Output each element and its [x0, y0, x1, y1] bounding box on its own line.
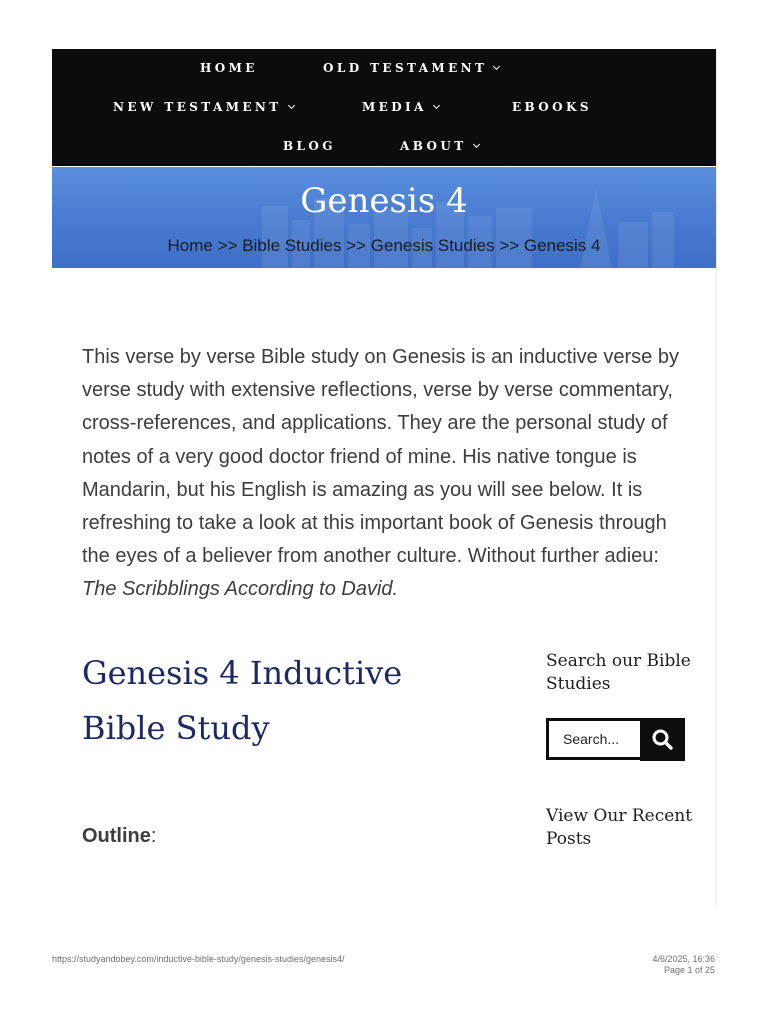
intro-paragraph — [82, 341, 682, 607]
footer-url: https://studyandobey.com/inductive-bible-study/genesis-studies/genesis4/ — [52, 954, 345, 964]
nav-media[interactable] — [362, 100, 439, 114]
chevron-down-icon — [288, 102, 295, 109]
breadcrumb-genesis-studies[interactable]: Genesis Studies — [370, 236, 495, 255]
search-button[interactable] — [640, 718, 685, 761]
nav-ebooks[interactable] — [512, 100, 592, 114]
search-field-wrapper — [546, 718, 641, 760]
breadcrumb-separator: >> — [346, 236, 367, 255]
search-input[interactable] — [563, 731, 643, 747]
outline-colon: : — [150, 825, 157, 847]
breadcrumb-separator: >> — [217, 236, 238, 255]
breadcrumb — [52, 236, 716, 256]
page-banner — [52, 167, 716, 268]
breadcrumb-separator: >> — [499, 236, 520, 255]
nav-new-testament[interactable] — [113, 100, 294, 114]
outline-heading — [82, 825, 156, 848]
footer-meta — [652, 954, 715, 976]
chevron-down-icon — [472, 141, 479, 148]
page-content — [52, 49, 717, 906]
footer-page-number: Page 1 of 25 — [663, 965, 715, 975]
nav-home-label: HOME — [200, 61, 258, 75]
recent-posts-heading: View Our Recent Posts — [546, 806, 693, 849]
nav-ebooks-label: EBOOKS — [512, 100, 592, 114]
breadcrumb-bible-studies[interactable]: Bible Studies — [242, 236, 342, 255]
breadcrumb-current: Genesis 4 — [523, 236, 601, 255]
study-heading: Genesis 4 Inductive Bible Study — [82, 654, 403, 747]
intro-text: This verse by verse Bible study on Genesis is an inductive verse by verse study with extensive reflections, verse by verse commentary, cross-references, and applications. They are the personal study of notes of a very good doctor friend of mine. His native tongue is Mandarin, but his English is amazing as you will see below. It is refreshing to take a look at this important book of Genesis through the eyes of a believer from another culture. Without further adieu: — [82, 346, 679, 568]
nav-blog-label: BLOG — [283, 139, 336, 153]
page-title: Genesis 4 — [300, 181, 468, 221]
main-navigation — [52, 49, 716, 166]
intro-emphasis: The Scribblings According to David. — [82, 578, 399, 601]
nav-about-label: ABOUT — [400, 139, 467, 153]
breadcrumb-home[interactable]: Home — [167, 236, 213, 255]
chevron-down-icon — [433, 102, 440, 109]
nav-blog[interactable] — [283, 139, 336, 153]
search-widget-heading: Search our Bible Studies — [546, 651, 691, 694]
search-icon — [640, 718, 685, 761]
nav-old-testament[interactable] — [323, 61, 499, 75]
nav-media-label: MEDIA — [362, 100, 427, 114]
outline-label: Outline — [82, 825, 151, 847]
nav-home[interactable] — [200, 61, 258, 75]
footer-datetime: 4/6/2025, 16:36 — [652, 954, 715, 964]
nav-new-testament-label: NEW TESTAMENT — [113, 100, 282, 114]
chevron-down-icon — [493, 63, 500, 70]
nav-old-testament-label: OLD TESTAMENT — [323, 61, 488, 75]
nav-about[interactable] — [400, 139, 479, 153]
